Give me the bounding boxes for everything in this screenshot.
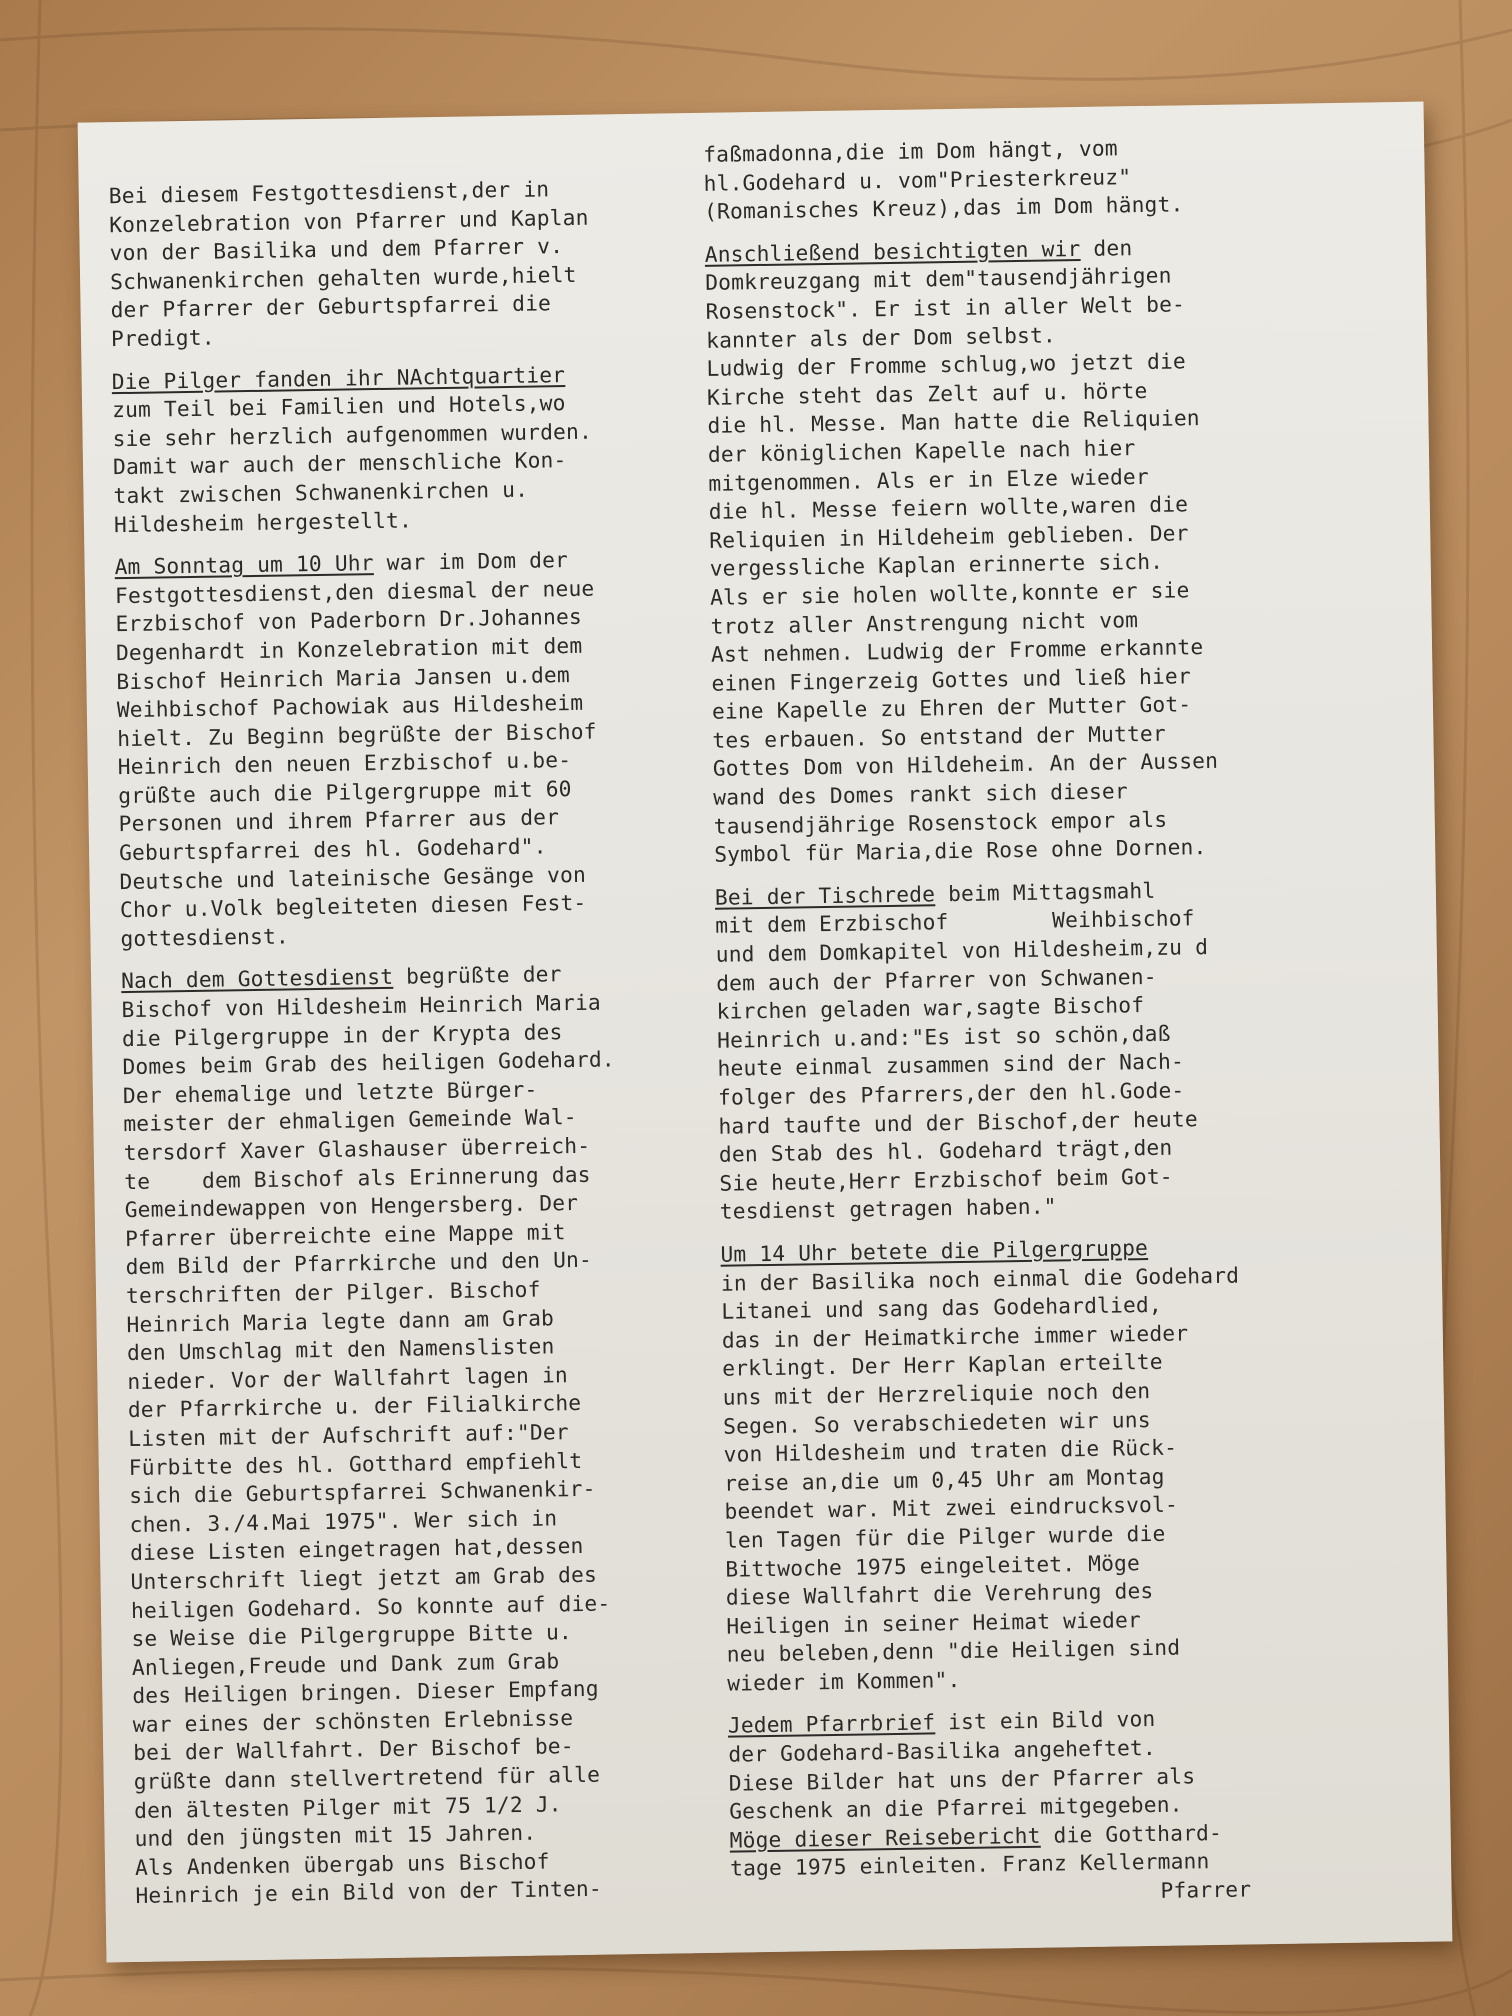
text-line: den Umschlag mit den Namenslisten: [126, 1333, 555, 1366]
text-line: dem Bild der Pfarrkirche und den Un-: [125, 1247, 593, 1280]
text-line: tersdorf Xaver Glashauser überreich-: [123, 1132, 591, 1166]
left-column: [109, 173, 736, 1911]
text-line: und den jüngsten mit 15 Jahren.: [134, 1819, 537, 1852]
text-line: Als er sie holen wollte,konnte er sie: [709, 577, 1190, 610]
text-line: heute einmal zusammen sind der Nach-: [717, 1048, 1185, 1082]
text-line: uns mit der Herzreliquie noch den: [722, 1377, 1151, 1410]
text-line: tesdienst getragen haben.": [719, 1193, 1057, 1225]
text-line: Gottes Dom von Hildeheim. An der Aussen: [712, 748, 1219, 782]
text-line: Kirche steht das Zelt auf u. hörte: [706, 377, 1148, 410]
text-line: grüßte dann stellvertretend für alle: [133, 1761, 601, 1795]
text-line: len Tagen für die Pilger wurde die: [724, 1520, 1166, 1553]
text-line: Degenhardt in Konzelebration mit dem: [115, 632, 583, 666]
heading-continuation: die Gotthard-: [1040, 1819, 1223, 1848]
text-line: Fürbitte des hl. Gotthard empfiehlt: [128, 1447, 583, 1480]
text-line: der Pfarrkirche u. der Filialkirche: [127, 1390, 582, 1423]
underlined-heading: Nach dem Gottesdienst: [120, 964, 394, 994]
text-line: Geschenk an die Pfarrei mitgegeben.: [729, 1791, 1183, 1824]
text-line: von Hildesheim und traten die Rück-: [723, 1434, 1178, 1467]
text-line: von der Basilika und dem Pfarrer v.: [109, 233, 564, 266]
text-line: Pfarrer überreichte eine Mappe mit: [124, 1218, 566, 1251]
text-line: Weihbischof Pachowiak aus Hildesheim: [116, 689, 584, 723]
text-line: zum Teil bei Familien und Hotels,wo: [111, 390, 566, 423]
text-line: faßmadonna,die im Dom hängt, vom: [703, 135, 1118, 167]
paragraph: [703, 130, 1404, 227]
text-line: folger des Pfarrers,der den hl.Gode-: [717, 1077, 1185, 1110]
text-line: Litanei und sang das Godehardlied,: [721, 1291, 1163, 1324]
text-line: sie sehr herzlich aufgenommen wurden.: [112, 418, 593, 451]
text-line: Konzelebration von Pfarrer und Kaplan: [109, 204, 589, 237]
text-line: Bischof von Hildesheim Heinrich Maria: [121, 989, 602, 1023]
text-line: nieder. Vor der Wallfahrt lagen in: [127, 1361, 569, 1394]
underlined-heading: Jedem Pfarrbrief: [727, 1709, 936, 1739]
text-line: Damit war auch der menschliche Kon-: [112, 447, 567, 480]
text-line: Segen. So verabschiedeten wir uns: [722, 1406, 1151, 1439]
text-line: hl.Godehard u. vom"Priesterkreuz": [703, 163, 1132, 196]
paragraph: [728, 1701, 1430, 1826]
text-line: heiligen Godehard. So konnte auf die-: [130, 1590, 611, 1623]
text-line: mitgenommen. Als er in Elze wieder: [708, 463, 1150, 496]
text-line: Schwanenkirchen gehalten wurde,hielt: [109, 261, 577, 294]
text-line: grüßte auch die Pilgergruppe mit 60: [118, 775, 572, 809]
text-line: Heinrich u.and:"Es ist so schön,daß: [716, 1020, 1171, 1053]
text-line: Unterschrift liegt jetzt am Grab des: [130, 1561, 598, 1594]
text-line: Geburtspfarrei des hl. Godehard".: [118, 833, 547, 866]
text-line: Symbol für Maria,die Rose ohne Dornen.: [714, 834, 1207, 868]
text-line: wieder im Kommen".: [727, 1666, 961, 1696]
text-line: die hl. Messe. Man hatte die Reliquien: [707, 405, 1200, 439]
text-line: den ältesten Pilger mit 75 1/2 J.: [133, 1790, 562, 1823]
underlined-heading: Um 14 Uhr betete die Pilgergruppe: [720, 1234, 1149, 1267]
text-line: diese Listen eingetragen hat,dessen: [129, 1533, 584, 1566]
text-line: eine Kapelle zu Ehren der Mutter Got-: [711, 691, 1192, 725]
text-line: in der Basilika noch einmal die Godehard: [720, 1262, 1240, 1296]
paragraph: [715, 873, 1420, 1227]
heading-continuation: ist ein Bild von: [934, 1706, 1156, 1735]
text-line: der Pfarrer der Geburtspfarrei die: [110, 290, 552, 323]
text-line: sich die Geburtspfarrei Schwanenkir-: [129, 1475, 596, 1509]
text-line: Erzbischof von Paderborn Dr.Johannes: [115, 604, 583, 637]
right-column: [703, 130, 1431, 1912]
text-line: vergessliche Kaplan erinnerte sich.: [709, 549, 1164, 582]
text-line: se Weise die Pilgergruppe Bitte u.: [131, 1619, 573, 1652]
text-line: das in der Heimatkirche immer wieder: [721, 1320, 1189, 1353]
typewritten-page: [78, 102, 1453, 1963]
text-line: tes erbauen. So entstand der Mutter: [712, 720, 1167, 753]
text-line: hard taufte und der Bischof,der heute: [718, 1105, 1198, 1139]
text-line: dem auch der Pfarrer von Schwanen-: [716, 963, 1157, 996]
text-line: kirchen geladen war,sagte Bischof: [716, 992, 1145, 1024]
text-line: gottesdienst.: [120, 923, 290, 951]
underlined-heading: Am Sonntag um 10 Uhr: [114, 550, 374, 580]
text-line: Listen mit der Aufschrift auf:"Der: [128, 1419, 569, 1451]
heading-continuation: war im Dom der: [373, 547, 569, 576]
paragraph: [114, 544, 720, 954]
text-line: hielt. Zu Beginn begrüßte der Bischof: [117, 718, 597, 751]
text-line: war eines der schönsten Erlebnisse: [132, 1704, 574, 1737]
text-line: Anliegen,Freude und Dank zum Grab: [131, 1647, 560, 1680]
text-line: meister der ehmaligen Gemeinde Wal-: [123, 1104, 577, 1137]
paragraph: [121, 958, 736, 1911]
text-line: takt zwischen Schwanenkirchen u.: [113, 476, 529, 509]
text-line: Heinrich den neuen Erzbischof u.be-: [117, 747, 572, 780]
text-line: Bittwoche 1975 eingeleitet. Möge: [725, 1549, 1141, 1582]
text-line: Chor u.Volk begleiteten diesen Fest-: [119, 890, 587, 923]
heading-continuation: den: [1080, 234, 1133, 261]
text-line: der Godehard-Basilika angeheftet.: [728, 1735, 1157, 1767]
text-line: Domes beim Grab des heiligen Godehard.: [122, 1046, 615, 1080]
text-line: mit dem Erzbischof Weihbischof: [715, 905, 1195, 939]
text-line: erklingt. Der Herr Kaplan erteilte: [722, 1349, 1163, 1382]
text-line: Gemeindewappen von Hengersberg. Der: [124, 1190, 579, 1223]
text-line: einen Fingerzeig Gottes und ließ hier: [711, 662, 1192, 696]
text-line: Ast nehmen. Ludwig der Fromme erkannte: [710, 634, 1204, 667]
text-line: kannter als der Dom selbst.: [705, 321, 1057, 353]
paragraph: [109, 173, 712, 354]
text-line: tausendjährige Rosenstock empor als: [713, 806, 1168, 839]
text-line: Als Andenken übergab uns Bischof: [134, 1848, 550, 1880]
paragraph: [720, 1230, 1427, 1698]
text-line: neu beleben,denn "die Heiligen sind: [726, 1634, 1181, 1667]
text-line: Diese Bilder hat uns der Pfarrer als: [728, 1762, 1196, 1796]
underlined-heading: Die Pilger fanden ihr NAchtquartier: [111, 361, 566, 394]
text-line: Heiligen in seiner Heimat wieder: [726, 1606, 1142, 1639]
text-line: Predigt.: [110, 324, 215, 352]
text-line: Der ehemalige und letzte Bürger-: [122, 1076, 538, 1108]
heading-continuation: beim Mittagsmahl: [934, 877, 1156, 907]
text-line: Domkreuzgang mit dem"tausendjährigen: [705, 262, 1172, 296]
text-line: Hildesheim hergestellt.: [113, 507, 413, 537]
text-line: te dem Bischof als Erinnerung das: [124, 1161, 591, 1194]
text-line: die hl. Messe feiern wollte,waren die: [708, 491, 1189, 524]
text-line: tage 1975 einleiten. Franz Kellermann: [729, 1848, 1210, 1882]
text-line: und dem Domkapitel von Hildesheim,zu d: [715, 934, 1209, 967]
underlined-heading: Bei der Tischrede: [714, 881, 936, 910]
text-line: des Heiligen bringen. Dieser Empfang: [132, 1675, 599, 1709]
text-line: (Romanisches Kreuz),das im Dom hängt.: [703, 191, 1184, 225]
text-line: bei der Wallfahrt. Der Bischof be-: [133, 1733, 574, 1766]
text-line: reise an,die um 0,45 Uhr am Montag: [723, 1463, 1165, 1496]
text-line: die Pilgergruppe in der Krypta des: [121, 1018, 563, 1051]
text-line: der königlichen Kapelle nach hier: [707, 435, 1136, 467]
text-line: Rosenstock". Er ist in aller Welt be-: [705, 291, 1186, 324]
text-line: Deutsche und lateinische Gesänge von: [119, 861, 587, 894]
text-line: trotz aller Anstrengung nicht vom: [710, 606, 1139, 639]
paragraph: [705, 230, 1415, 870]
text-line: Personen und ihrem Pfarrer aus der: [118, 804, 560, 837]
signature-role: Pfarrer: [1160, 1876, 1252, 1903]
underlined-heading: Möge dieser Reisebericht: [729, 1822, 1041, 1853]
text-line: Bischof Heinrich Maria Jansen u.dem: [116, 661, 571, 694]
text-line: wand des Domes rankt sich dieser: [713, 778, 1129, 810]
text-line: Reliquien in Hildeheim geblieben. Der: [709, 520, 1189, 553]
text-line: Festgottesdienst,den diesmal der neue: [114, 575, 595, 608]
paragraph: [111, 358, 714, 539]
text-line: chen. 3./4.Mai 1975". Wer sich in: [129, 1505, 558, 1537]
underlined-heading: Anschließend besichtigten wir: [704, 235, 1081, 267]
text-line: beendet war. Mit zwei eindrucksvol-: [724, 1491, 1179, 1525]
text-line: Bei diesem Festgottesdienst,der in: [108, 176, 550, 209]
text-line: Sie heute,Herr Erzbischof beim Got-: [719, 1163, 1173, 1196]
text-line: Heinrich Maria legte dann am Grab: [126, 1304, 555, 1337]
text-line: diese Wallfahrt die Verehrung des: [725, 1578, 1154, 1610]
text-line: Ludwig der Fromme schlug,wo jetzt die: [706, 348, 1187, 381]
text-line: Heinrich je ein Bild von der Tinten-: [135, 1876, 603, 1909]
text-line: den Stab des hl. Godehard trägt,den: [718, 1134, 1173, 1167]
text-line: terschriften der Pilger. Bischof: [125, 1276, 541, 1309]
heading-continuation: begrüßte der: [392, 961, 562, 990]
